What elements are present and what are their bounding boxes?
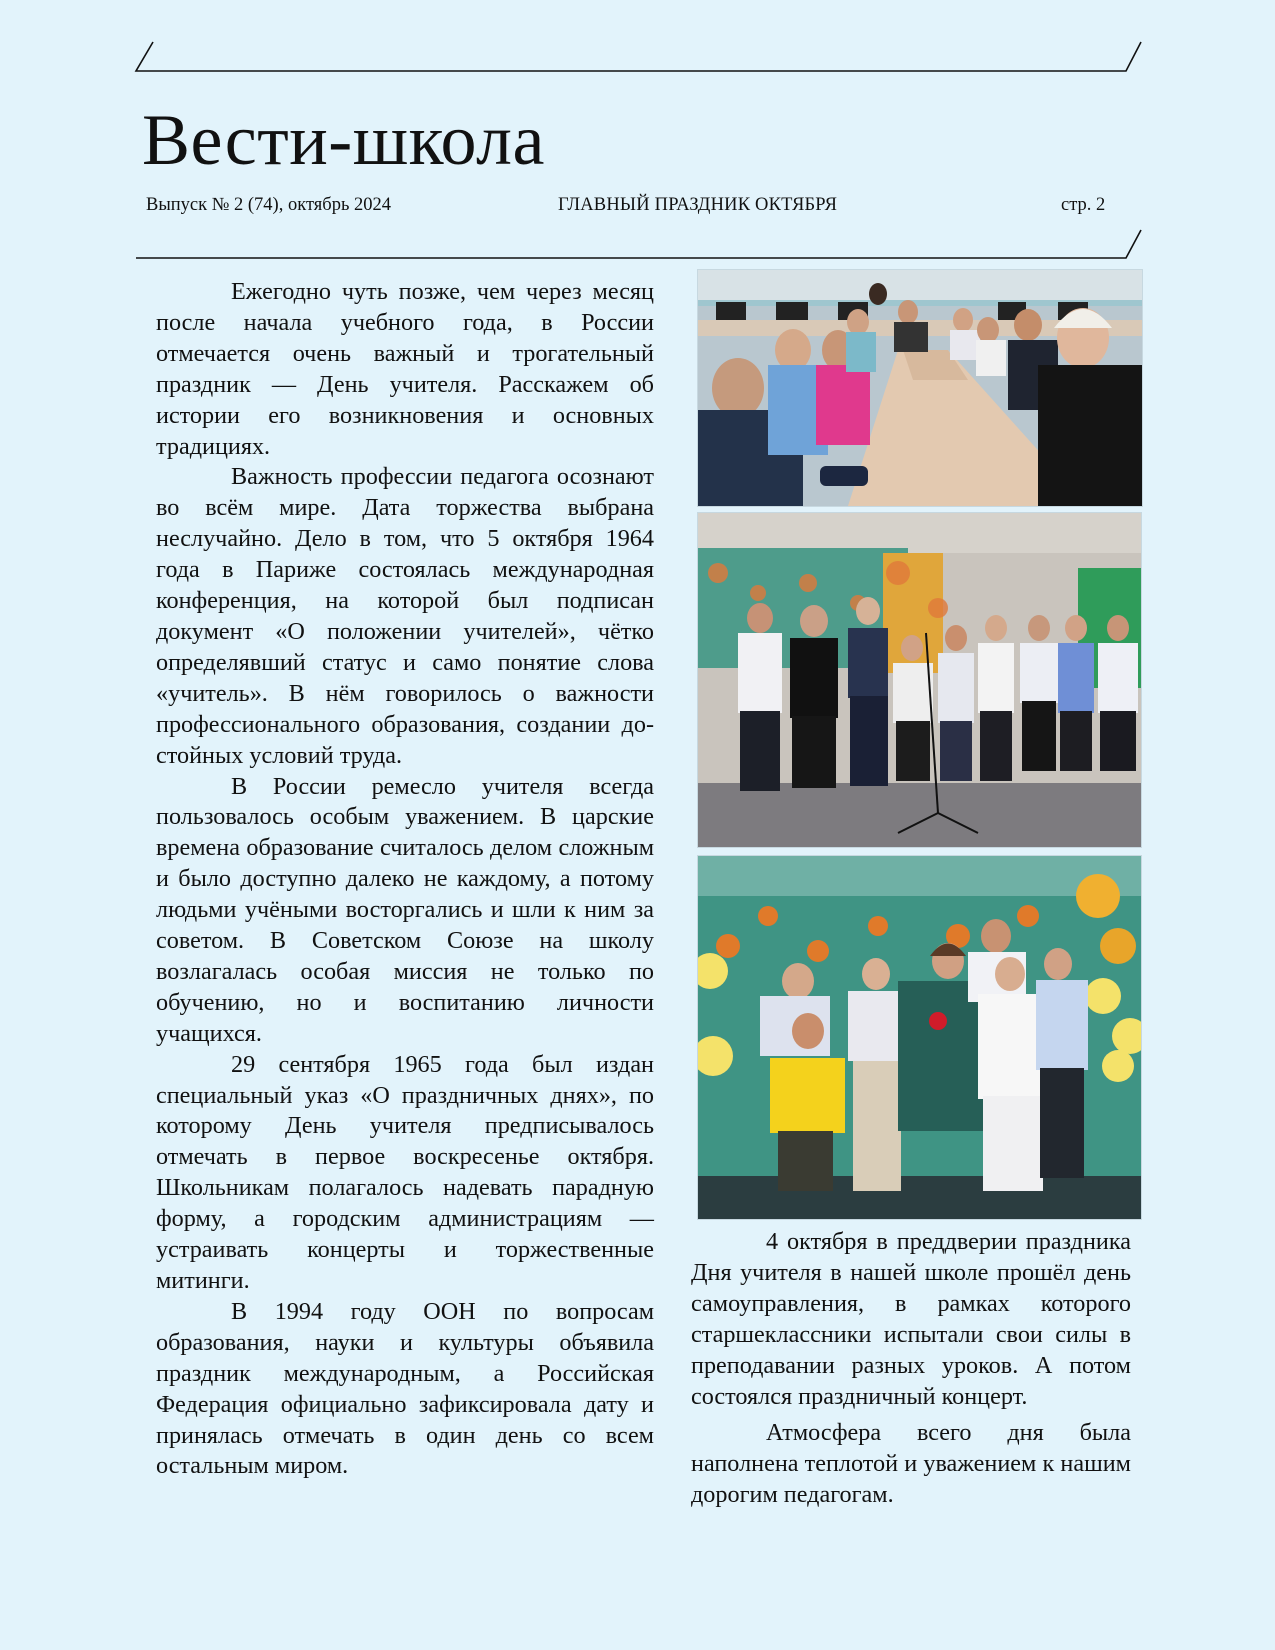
article-paragraph: Ежегодно чуть позже, чем через месяц после начала учебного года, в России отмечается очень важный и трогательный праздник — День учителя. Расскажем об истории его возникновения и основных традициях.	[156, 278, 654, 460]
page-number: стр. 2	[1061, 195, 1106, 215]
newspaper-title: Вести-школа	[142, 100, 545, 180]
photo-teachers-meeting	[697, 269, 1143, 507]
article-paragraph: 29 сентября 1965 года был издан специальный указ «О праздничных днях», по которому День учителя предписывалось отмечать в первое воскресенье октября. Школьникам полагалось надевать парадную форму, а городским администрациям — устраивать концерты и торжественные митинги.	[156, 1050, 654, 1294]
photo-teacher-with-students	[697, 855, 1142, 1220]
article-paragraph: 4 октября в преддверии праздника Дня учителя в нашей школе прошёл день самоуправления, в рамках которого старшеклассники испытали свои силы в преподавании разных уроков. А потом состоялся праздничный концерт.	[691, 1228, 1131, 1410]
issue-info: Выпуск № 2 (74), октябрь 2024	[146, 195, 392, 215]
article-paragraph: В 1994 году ООН по вопросам образования, науки и культуры объявила праздник международным, а Российская Федерация официально зафиксировала дату и принялась отмечать в один день со всем остальным миром.	[156, 1297, 654, 1480]
article-paragraph: Атмосфера всего дня была наполнена теплотой и уважением к нашим дорогим педагогам.	[691, 1419, 1131, 1509]
section-heading: ГЛАВНЫЙ ПРАЗДНИК ОКТЯБРЯ	[558, 195, 838, 215]
article-paragraph: В России ремесло учителя всегда пользовалось особым уважением. В царские времена образование считалось делом сложным и было доступно далеко не каждому, а потому людьми учёными восторгались и шли к ним за советом. В Советском Союзе на школу возлагалась особая миссия не только по обучению, но и воспитанию личности учащихся.	[156, 772, 654, 1047]
photo-students-concert	[697, 512, 1142, 848]
article-paragraph: Важность профессии педагога осознают во всём мире. Дата торжества выбрана неслучайно. Дело в том, что 5 октября 1964 года в Париже состоялась международная конференция, на которой был подписан документ «О положении учителей», чётко определявший статус и само понятие слова «учитель». В нём говорилось о важности профессионального образования, создании достойных условий труда.	[156, 463, 654, 769]
article-right-column	[691, 1227, 1131, 1511]
article-left-column	[156, 277, 654, 1482]
